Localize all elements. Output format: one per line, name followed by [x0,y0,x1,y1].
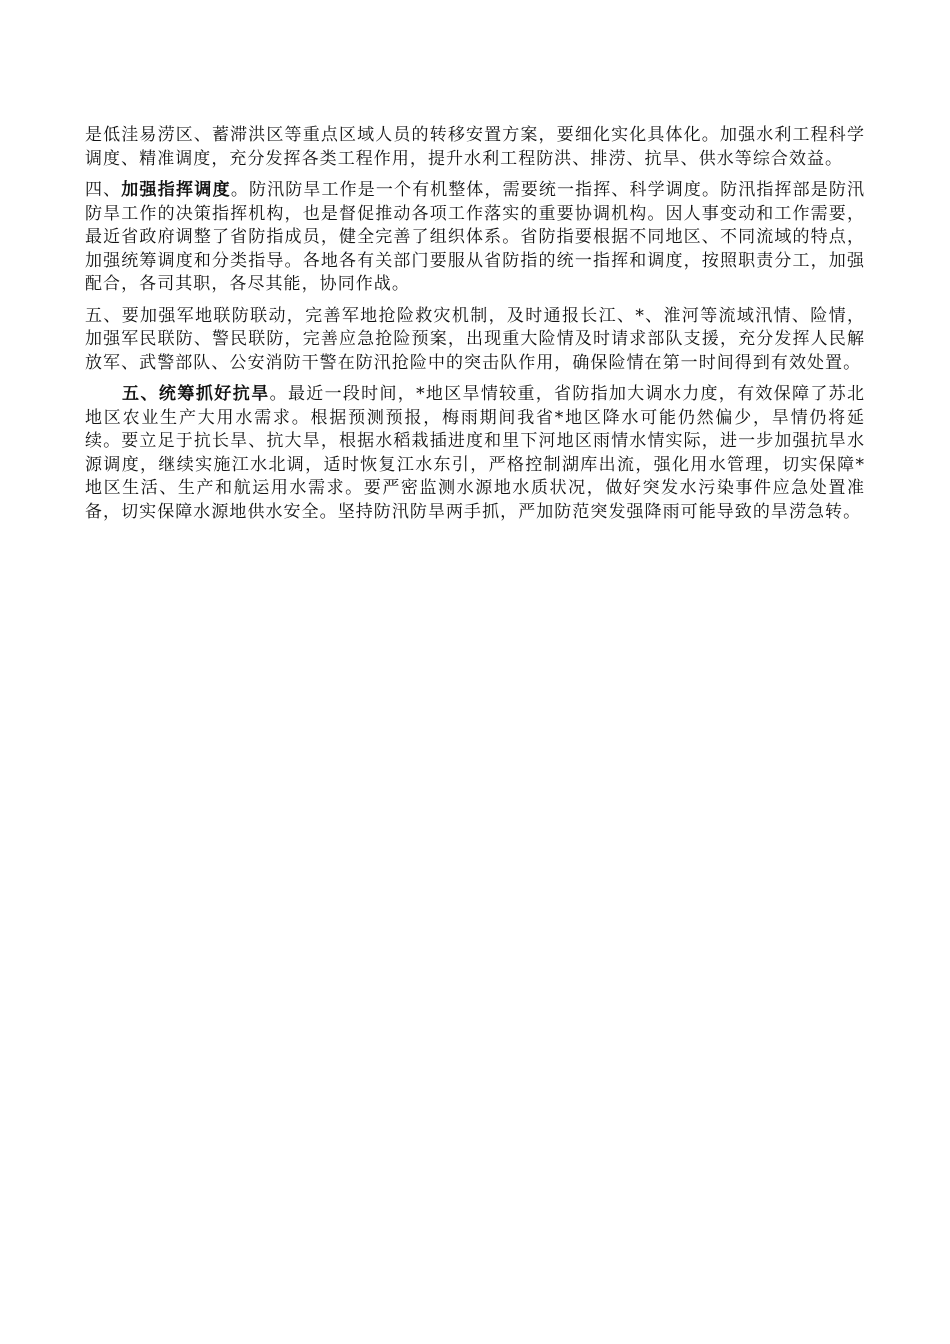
paragraph-text: 。防汛防旱工作是一个有机整体，需要统一指挥、科学调度。防汛指挥部是防汛防旱工作的决策指挥机构，也是督促推动各项工作落实的重要协调机构。因人事变动和工作需要，最近省政府调整了省防指成员，健全完善了组织体系。省防指要根据不同地区、不同流域的特点，加强统筹调度和分类指导。各地各有关部门要服从省防指的统一指挥和调度，按照职责分工，加强配合，各司其职，各尽其能，协同作战。 [85,180,866,294]
paragraph-command-dispatch [85,179,865,297]
paragraph-drought-relief [85,383,865,524]
paragraph-heading: 五、统筹抓好抗旱 [122,384,270,404]
paragraph-military-civil [85,305,865,376]
document-page [85,124,865,532]
paragraph-text: 。最近一段时间，*地区旱情较重，省防指加大调水力度，有效保障了苏北地区农业生产大用水需求。根据预测预报，梅雨期间我省*地区降水可能仍然偏少，旱情仍将延续。要立足于抗长旱、抗大旱，根据水稻栽插进度和里下河地区雨情水情实际，进一步加强抗旱水源调度，继续实施江水北调，适时恢复江水东引，严格控制湖库出流，强化用水管理，切实保障*地区生活、生产和航运用水需求。要严密监测水源地水质状况，做好突发水污染事件应急处置准备，切实保障水源地供水安全。坚持防汛防旱两手抓，严加防范突发强降雨可能导致的旱涝急转。 [85,384,865,522]
paragraph-text: 是低洼易涝区、蓄滞洪区等重点区域人员的转移安置方案，要细化实化具体化。加强水利工程科学调度、精准调度，充分发挥各类工程作用，提升水利工程防洪、排涝、抗旱、供水等综合效益。 [85,125,865,169]
paragraph-prefix: 四、 [85,180,122,200]
paragraph-text: 五、要加强军地联防联动，完善军地抢险救灾机制，及时通报长江、*、淮河等流域汛情、险情，加强军民联防、警民联防，完善应急抢险预案，出现重大险情及时请求部队支援，充分发挥人民解放军、武警部队、公安消防干警在防汛抢险中的突击队作用，确保险情在第一时间得到有效处置。 [85,305,865,373]
paragraph-continuation [85,124,865,171]
paragraph-heading: 加强指挥调度 [121,180,231,200]
